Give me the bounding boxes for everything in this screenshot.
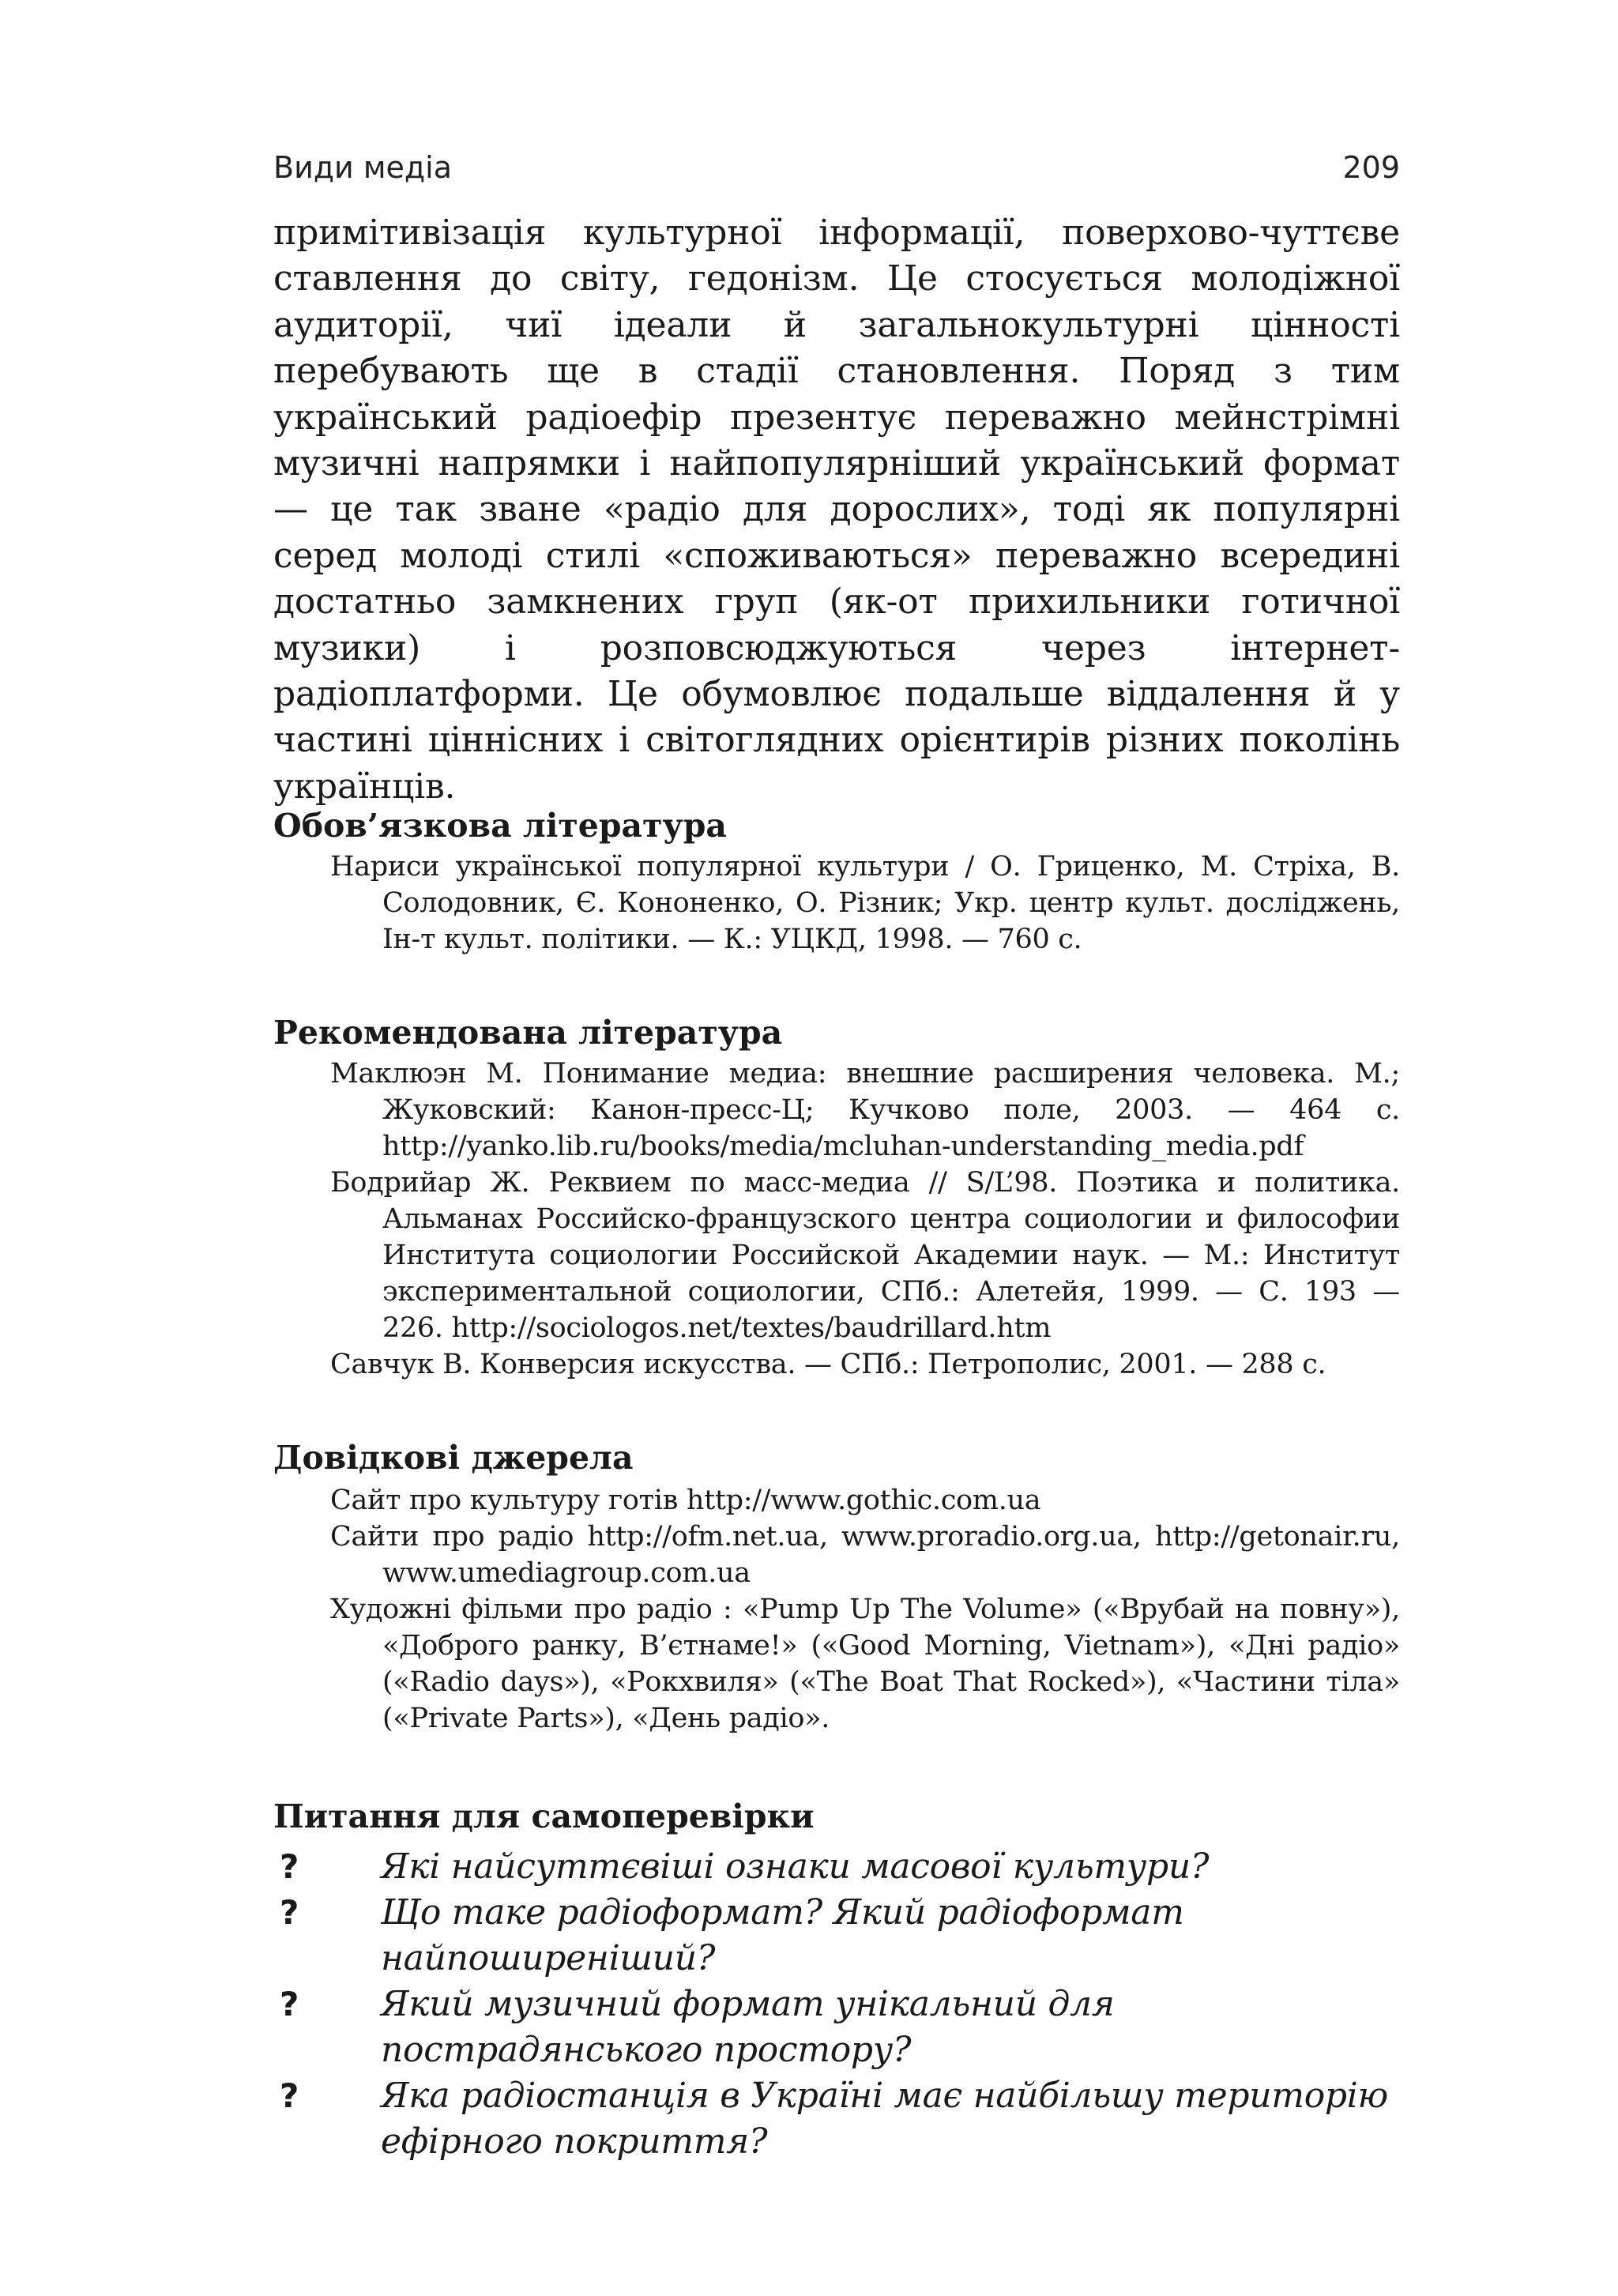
reference-item: Сайти про радіо http://ofm.net.ua, www.proradio.org.ua, http://getonair.ru, www.umediagroup.com.ua [330, 1521, 1400, 1589]
reference-item: Нариси української популярної культури / О. Гриценко, М. Стріха, В. Солодовник, Є. Кононенко, О. Різник; Укр. центр культ. досліджень, Ін-т культ. політики. — К.: УЦКД, 1998. — 760 с. [330, 851, 1400, 955]
reference-item: Бодрийар Ж. Реквием по масс-медиа // S/L’98. Поэтика и политика. Альманах Российско-французского центра социологии и философии Института социологии Российской Академии наук. — М.: Институт экспериментальной социологии, СПб.: Алетейя, 1999. — С. 193 — 226. http://sociologos.net/textes/baudrillard.htm [330, 1167, 1400, 1344]
question-mark-icon: ? [280, 1893, 299, 1932]
self-check-questions [273, 1844, 1400, 2165]
running-header [273, 150, 1400, 190]
question-item [273, 1844, 1400, 1890]
question-mark-icon: ? [280, 1985, 299, 2023]
self-check-heading: Питання для самоперевірки [273, 1797, 815, 1835]
question-text: Яка радіостанція в Україні має найбільшу територію ефірного покриття? [381, 2076, 1388, 2162]
recommended-literature-list [330, 1056, 1400, 1383]
required-literature-heading: Обов’язкова література [273, 807, 727, 845]
recommended-literature-heading: Рекомендована література [273, 1014, 783, 1052]
question-item [273, 1890, 1400, 1982]
required-literature-list [330, 849, 1400, 958]
reference-item: Художні фільми про радіо : «Pump Up The Volume» («Врубай на повну»), «Доброго ранку, В’єтнаме!» («Good Morning, Vietnam»), «Дні радіо» («Radio days»), «Рокхвиля» («The Boat That Rocked»), «Частини тіла» («Private Parts»), «День радіо». [330, 1594, 1400, 1734]
page-number: 209 [1342, 150, 1400, 185]
question-text: Що таке радіоформат? Який радіоформат найпоширеніший? [381, 1892, 1184, 1978]
reference-sources-list [330, 1482, 1400, 1737]
body-paragraph: примітивізація культурної інформації, поверхово-чуттєве ставлення до світу, гедонізм. Це стосується молодіжної аудиторії, чиї ідеали й загальнокультурні цінності перебувають ще в стадії становлення. Поряд з тим український радіоефір презентує переважно мейнстрімні музичні напрямки і найпопулярніший український формат — це так зване «радіо для дорослих», тоді як популярні серед молоді стилі «споживаються» переважно всередині достатньо замкнених груп (як-от прихильники готичної музики) і розповсюджуються через інтернет-радіоплатформи. Це обумовлює подальше віддалення й у частині ціннісних і світоглядних орієнтирів різних поколінь українців. [273, 213, 1400, 807]
question-text: Який музичний формат унікальний для пострадянського простору? [381, 1984, 1115, 2070]
section-title: Види медіа [273, 150, 452, 185]
reference-item: Сайт про культуру готів http://www.gothic.com.ua [330, 1485, 1041, 1516]
reference-item: Савчук В. Конверсия искусства. — СПб.: Петрополис, 2001. — 288 с. [330, 1349, 1326, 1380]
question-item [273, 2073, 1400, 2165]
reference-sources-heading: Довідкові джерела [273, 1439, 634, 1477]
question-item [273, 1982, 1400, 2073]
body-text [273, 210, 1400, 810]
question-mark-icon: ? [280, 1847, 299, 1886]
reference-item: Маклюэн М. Понимание медиа: внешние расширения человека. М.; Жуковский: Канон-пресс-Ц; Кучково поле, 2003. — 464 с. http://yanko.lib.ru/books/media/mcluhan-understanding_media.pdf [330, 1058, 1400, 1162]
question-text: Які найсуттєвіші ознаки масової культури? [381, 1846, 1210, 1887]
question-mark-icon: ? [280, 2076, 299, 2115]
